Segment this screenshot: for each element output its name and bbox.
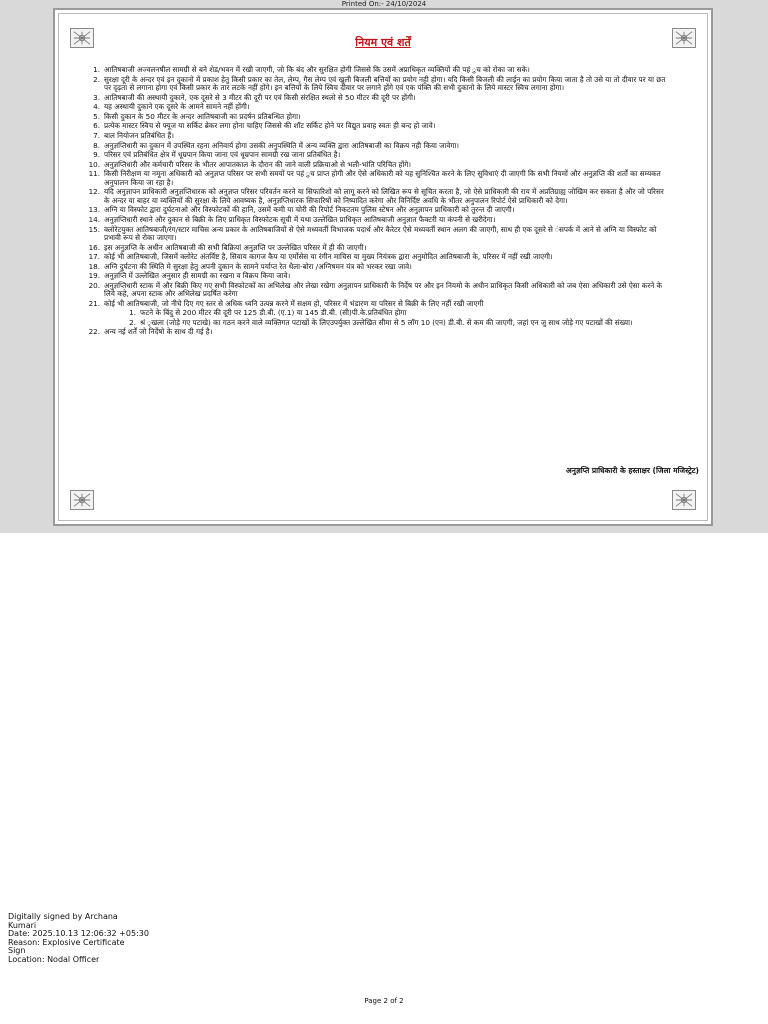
rule-item: 7. बाल नियोजन प्रतिबंधित हैं।: [93, 130, 174, 140]
rule-item: 4. यह अस्थायी दुकाने एक दूसरे के आमने सामने नहीं होंगी।: [93, 102, 250, 112]
rule-item: 3. आतिषबाजी की अस्थायी दुकाने, एक दूसरे से 3 मीटर की दूरी पर एवं किसी संरक्षित स्थलो से 50 मीटर की दूरी पर होंगी।: [93, 92, 416, 102]
rule-item: 2. सुरक्षा दूरी के अन्दर एवं इन दुकानो में प्रकाश हेतु किसी प्रकार का तेल, लेम्प, गैस लेम्प एवं खुली बिजली बत्तियों का प्रयोग नही होगा। यदि किसी बिजली की लाईन का प्रयोग किया जाता है तो उसे या तो दीवार पर या छत पर दृढ़ता से लगाना होगा एवं किसी प्रकार के तार लटके नहीं होंगे। इन बत्तियों के लिये स्विच दीवार पर लगाने होंगे एवं एक पंक्ति की सभी दुकानो के लिये मास्टर स्विच लगाना होगा।: [93, 74, 666, 92]
digital-signature-line: Reason: Explosive Certificate: [8, 937, 125, 947]
rule-item: 14. अनुज्ञप्तिधारी स्थाने और दुकान से बिक्री के लिए प्राधिकृत विस्फोटक सूची में यथा उल्लेखित प्राधिकृत आतिषबाजी अनुज्ञात फैक्टरी या कंपनी से खरीदेगा।: [88, 214, 496, 224]
digital-signature-line: Kumari: [8, 920, 37, 930]
rule-item: 9. परिसर एवं प्रतिबंधित क्षेत्र में धूम्रपान किया जाना एवं धूम्रपान सामग्री रख जाना प्रतिबंधित है।: [93, 150, 341, 160]
rule-item: 5. किसी दुकान के 50 मीटर के अन्दर आतिषबाजी का प्रदर्षन प्रतिबन्धित होगा।: [93, 111, 301, 121]
sub-rule-item: 2. श्रं ृखला (जोड़े गए पटाखे) का गठन करने वाले व्यक्तिगत पटाखों के लिएउपर्युक्त उल्लेखित सीमा से 5 लॉग 10 (एन) डी.बी. से कम की जाएगी, जहां एन जु साथ जोड़े गए पटाखों की संख्या।: [129, 317, 633, 327]
rule-item: 15. क्लोरेटयुक्त आतिषबाजी/रंग/स्टार माचिस अन्य प्रकार के आतिषबाजियों से ऐसे मध्यवर्ती विभाजक पदार्थ और कैरेटर ऐसे मध्यवर्ती स्थान अलग की जाएगी, साथ ही एक दूसरे से ंसपर्क में आने से अग्नि या विस्फोट को प्रभावी रूप से रोका जाएगा।: [88, 224, 657, 242]
corner-ornament-icon: [70, 490, 94, 510]
rule-item: 22. अन्य नई शर्तें जो निर्देषो के साथ दी गई है।: [88, 327, 213, 337]
rule-item: 16. इस अनुज्ञप्ति के अधीन आतिषबाजी की सभी बिक्रियां अनुज्ञप्ति पर उल्लेखित परिसर में ही की जाएगी।: [88, 242, 367, 252]
authority-signature: अनुज्ञप्ति प्राधिकारी के हस्ताक्षर (जिला मजिस्ट्रेट): [566, 466, 699, 475]
certificate-frame: [53, 8, 713, 526]
rule-item: 10. अनुज्ञप्तिधारी और कर्मचारी परिसर के भीतर आपातकाल के दौरान की जाने वाली प्रक्रियाओ से भली-भांति परिचित होंगे।: [88, 159, 412, 169]
rule-item: 13. अग्नि या विस्फोट द्वारा दुर्घटनाओ और विस्फोटकों की हानि, उसमें कमी या चोरी की रिपोर्ट निकटतम पुलिस स्टेषन और अनुज्ञापन प्राधिकारी को तुरन्त दी जाएगी।: [88, 205, 515, 215]
printed-on-label: Printed On:- 24/10/2024: [341, 0, 427, 8]
rule-item: 17. कोई भी आतिषबाजी, जिसमें क्लोरेट अंतर्विष्ट है, सिवाय कागज कैप या एर्मोसेस या रंगीन माचिस या मुख्य नियंत्रक द्वारा अनुमोदित आतिषबाजी के, परिसर में नहीं रखी जाएगी।: [88, 252, 553, 262]
sub-rule-item: 1. फटने के बिंदु से 200 मीटर की दूरी पर 125 डी.बी. (ए.1) या 145 डी.बी. (सी)पी.के.प्रतिबंधित होगा: [129, 308, 407, 318]
rule-item: 21. कोई भी आतिषबाजी, जो नीचे दिए गए स्तर से अधिक ध्वनि उत्पन्न करने में सक्षम हो, परिसर में भंडारण या परिसर से बिक्री के लिए नहीं रखी जाएगी 1. फटने के बिंदु से 200 मीटर की दूरी पर 125 डी.बी. (ए.1) या 145 डी.बी. (सी)पी.के.प्रतिबंधित होगा 2. श्रं ृखला (जोड़े गए पटाखे) का गठन करने वाले व्यक्तिगत पटाखों के लिएउपर्युक्त उल्लेखित सीमा से 5 लॉग 10 (एन) डी.बी. से कम की जाएगी, जहां एन जु साथ जोड़े गए पटाखों की संख्या।: [88, 300, 668, 327]
page-number: Page 2 of 2: [364, 997, 404, 1005]
document-title: नियम एवं शर्तें: [355, 36, 411, 49]
digital-signature-line: Digitally signed by Archana: [8, 912, 118, 921]
rule-item: 20. अनुज्ञप्तिधारी स्टाक में और बिक्री किए गए सभी विस्फोटकों का अभिलेख और लेखा रखेगा अनुज्ञापन प्राधिकारी के निर्देष पर और इन नियमो के अधीन प्राधिकृत किसी अधिकारी को जब ऐसा अधिकारी उसे ऐसा करने के लिये कहे, अपना स्टाक और अभिलेख प्रदर्षित करेगा: [88, 280, 663, 299]
corner-ornament-icon: [672, 490, 696, 510]
rule-item: 8. अनुज्ञप्तिधारी का दुकान में उपस्थित रहना अनिवार्य होगा उसकी अनुपस्थिति में अन्य व्यक्ति द्वारा आतिषबाजी का विक्रय नही किया जावेगा।: [93, 140, 459, 150]
digital-signature-line: Sign: [8, 946, 26, 956]
sub-rules-list: [104, 309, 668, 327]
digital-signature-line: Date: 2025.10.13 12:06:32 +05:30: [8, 929, 149, 939]
digital-signature-block: [8, 913, 149, 965]
rule-item: 19. अनुज्ञप्ति में उल्लेखित अनुसार ही सामग्री का रखना व विक्रय किया जावे।: [88, 271, 291, 281]
rule-item: 6. प्रत्येक मास्टर स्विच से फ्यूज या सर्किट ब्रेकर लगा होना चाहिए जिससे की शॉट सर्किट होने पर विद्युत प्रवाह स्वतः ही बन्द हो जावे।: [93, 121, 436, 131]
rule-item: 1. आतिषबाजी अज्वलनषील सामग्री से बने शेड/भवन में रखी जाएगी, जो कि बंद और सुरक्षित होगी जिससे कि उसमें अप्राधिकृत व्यक्तियों की पहं ुच को रोका जा सके।: [93, 65, 530, 74]
rules-list: [88, 66, 668, 338]
digital-signature-line: Location: Nodal Officer: [8, 954, 100, 964]
rule-item: 18. अग्नि दुर्घटना की स्थिति मे सुरक्षा हेतु अपनी दुकान के सामने पर्याप्त रेत थैला-बोरा /अग्निषमन यंत्र को भरकर रखा जावे।: [88, 261, 412, 271]
rule-item: 12. यदि अनुज्ञापन प्राधिकारी अनुज्ञप्तिधारक को अनुज्ञप्त परिसर परिवर्तन करने या सिफारिशो को लागू करने को लिखित रूप से सूचित करता है, जो ऐसे प्राधिकारी की राय में अप्रतिग्राह्य जोखिम कर सकता है और जो परिसर के अन्दर या बाहर या व्यक्तियों की सुरक्षा के लिये आवष्यक है, अनुज्ञप्तिधारक सिफारिषों को निष्पादित करेगा और विनिर्दिष्ट अवधि के भीतर अनुपालन रिपोर्ट ऐसे प्राधिकारी को देगा।: [88, 187, 664, 205]
rule-item: 11. किसी निरीक्षण या नमूना अधिकारी को अनुज्ञप्त परिसर पर सभी समयों पर पहं ुच प्राप्त होगी और ऐसे अधिकारी को यह सुनिश्चित करने के लिए सुविधाएं दी जाएगी कि सभी नियमों और अनुज्ञप्ति की शर्तों का सम्यकत अनुपालन किया जा रहा है।: [88, 169, 661, 187]
